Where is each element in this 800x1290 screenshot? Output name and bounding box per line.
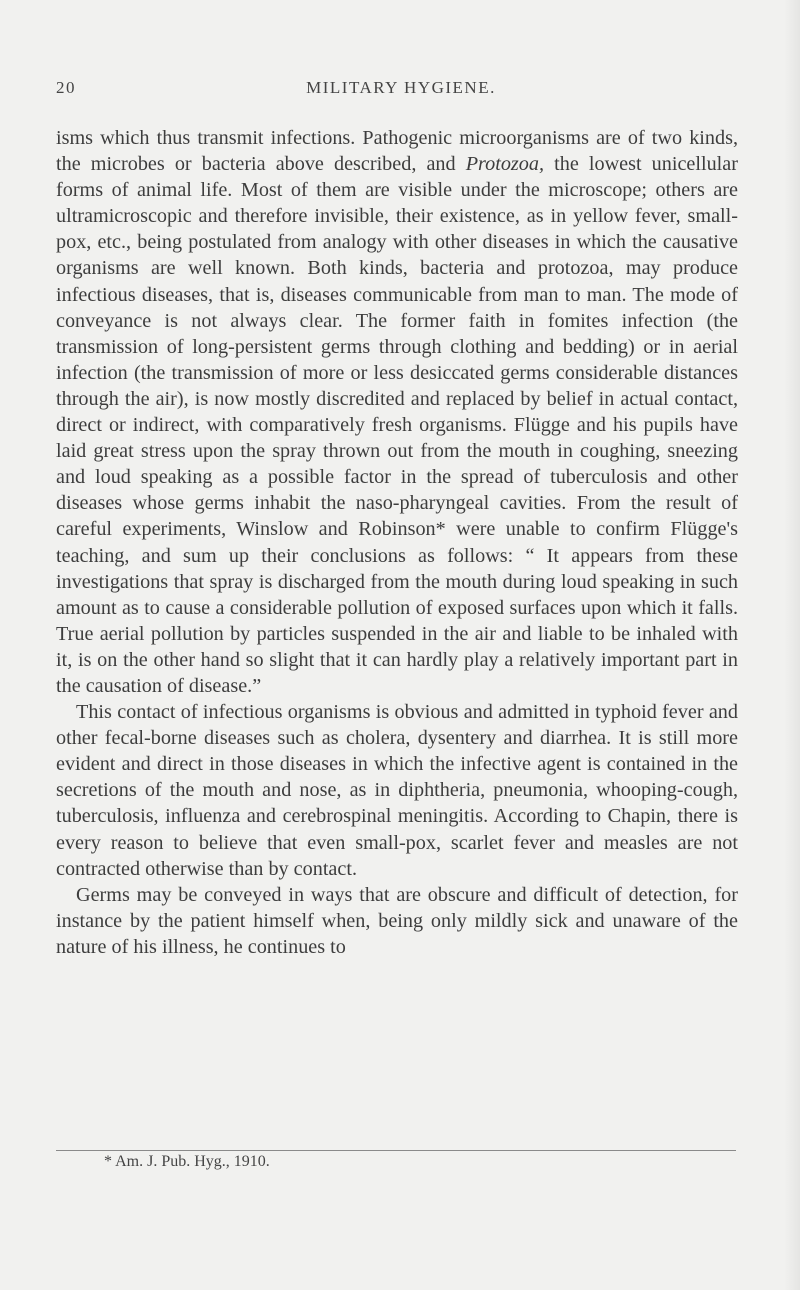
page-number: 20 <box>56 78 76 97</box>
paragraph-1 <box>56 125 738 699</box>
protozoa-term: Protozoa, <box>465 153 545 176</box>
paragraph-3: Germs may be conveyed in ways that are obscure and difficult of detection, for instance by the patient himself when, being only mildly sick and unaware of the nature of his illness, he continues to <box>56 883 738 958</box>
paragraph-1-start: isms which thus transmit infections. Pathogenic microorganisms are of two kinds, the microbes or bacteria above described, and <box>56 127 738 176</box>
running-title: MILITARY HYGIENE. <box>306 78 496 97</box>
body-text <box>56 125 738 960</box>
page-edge-shadow <box>784 0 800 1290</box>
paragraph-2: This contact of infectious organisms is obvious and admitted in typhoid fever and other fecal-borne diseases such as cholera, dysentery and diarrhea. It is still more evident and direct in those diseases in which the infective agent is contained in the secretions of the mouth and nose, as in diphtheria, pneumonia, whooping-cough, tuberculosis, influenza and cerebrospinal meningitis. According to Chapin, there is every reason to believe that even small-pox, scarlet fever and measles are not contracted otherwise than by contact. <box>56 701 738 880</box>
footnote-divider <box>56 1150 736 1151</box>
paragraph-1-rest: the lowest unicellular forms of animal life. Most of them are visible under the microscope; others are ultramicroscopic and therefore invisible, their existence, as in yellow fever, small-pox, etc., being postulated from analogy with other diseases in which the causative organisms are well known. Both kinds, bacteria and protozoa, may produce infectious diseases, that is, diseases communicable from man to man. The mode of conveyance is not always clear. The former faith in fomites infection (the transmission of long-persistent germs through clothing and bedding) or in aerial infection (the transmission of more or less desiccated germs considerable distances through the air), is now mostly discredited and replaced by belief in actual contact, direct or indirect, with comparatively fresh organisms. Flügge and his pupils have laid great stress upon the spray thrown out from the mouth in coughing, sneezing and loud speaking as a possible factor in the spread of tuberculosis and other diseases whose germs inhabit the naso-pharyngeal cavities. From the result of careful experiments, Winslow and Robinson* were unable to confirm Flügge's teaching, and sum up their conclusions as follows: “ It appears from these investigations that spray is discharged from the mouth during loud speaking in such amount as to cause a considerable pollution of exposed surfaces upon which it falls. True aerial pollution by particles suspended in the air and liable to be inhaled with it, is on the other hand so slight that it can hardly play a relatively important part in the causation of disease.” <box>56 153 738 697</box>
footnote: * Am. J. Pub. Hyg., 1910. <box>104 1153 270 1170</box>
running-head <box>56 78 746 108</box>
